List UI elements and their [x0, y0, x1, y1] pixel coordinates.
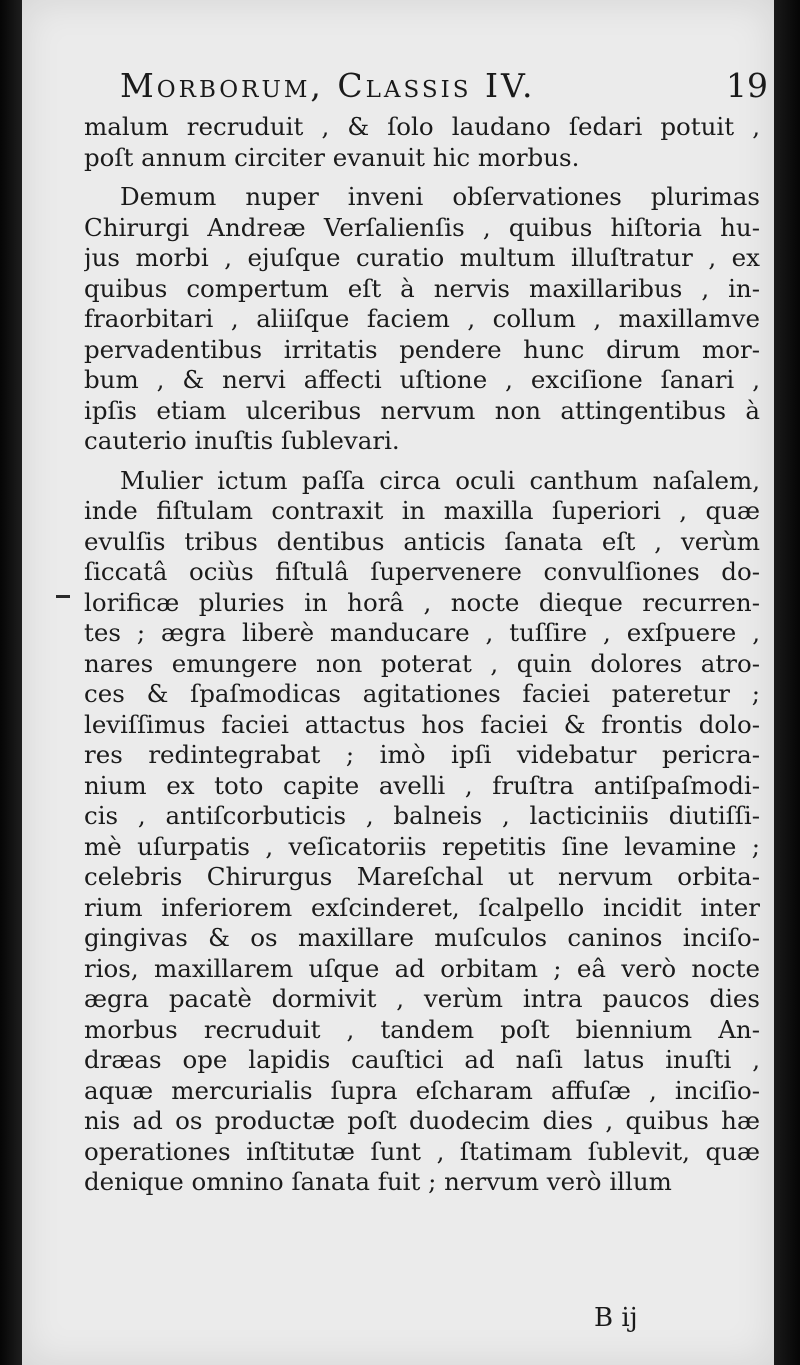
text-line: morbus recruduit , tandem poſt biennium An-: [84, 1014, 760, 1044]
page-number: 19: [726, 66, 768, 105]
text-line: jus morbi , ejuſque curatio multum illuſtratur , ex: [84, 243, 760, 272]
text-line: ægra pacatè dormivit , verùm intra paucos dies: [84, 984, 760, 1013]
text-line: aquæ mercurialis ſupra eſcharam affuſæ , inciſio-: [84, 1075, 760, 1105]
book-page: [22, 0, 774, 1365]
text-line: cauterio inuſtis ſublevari.: [84, 426, 400, 455]
paragraph: [84, 466, 760, 1198]
text-line: evulſis tribus dentibus anticis ſanata eſt , verùm: [84, 526, 760, 556]
text-line: ipſis etiam ulceribus nervum non attingentibus à: [84, 395, 760, 425]
text-line: ces & ſpaſmodicas agitationes faciei pateretur ;: [84, 679, 760, 708]
text-line: Mulier ictum paſſa circa oculi canthum naſalem,: [120, 465, 760, 495]
text-line: rios, maxillarem uſque ad orbitam ; eâ verò nocte: [84, 953, 760, 983]
text-line: cis , antiſcorbuticis , balneis , lacticiniis diutiſſi-: [84, 801, 760, 830]
text-line: nis ad os productæ poſt duodecim dies , quibus hæ: [84, 1106, 760, 1135]
running-title: Morborum, Classis IV.: [120, 66, 536, 105]
text-line: poſt annum circiter evanuit hic morbus.: [84, 142, 580, 172]
scan-left-edge: [0, 0, 22, 1365]
text-line: celebris Chirurgus Mareſchal ut nervum orbita-: [84, 862, 760, 891]
text-line: nium ex toto capite avelli , fruſtra antiſpaſmodi-: [84, 770, 760, 800]
text-line: dræas ope lapidis cauſtici ad naſi latus inuſti ,: [84, 1045, 760, 1074]
text-line: fraorbitari , aliiſque faciem , collum , maxillamve: [84, 304, 760, 333]
text-line: bum , & nervi affecti uſtione , exciſione ſanari ,: [84, 365, 760, 394]
text-line: denique omnino ſanata fuit ; nervum verò illum: [84, 1167, 672, 1196]
text-line: mè uſurpatis , veſicatoriis repetitis ſine levamine ;: [84, 831, 760, 861]
text-line: pervadentibus irritatis pendere hunc dirum mor-: [84, 334, 760, 364]
text-line: Demum nuper inveni obſervationes plurimas: [120, 182, 760, 211]
text-line: nares emungere non poterat , quin dolores atro-: [84, 648, 760, 678]
text-line: inde fiſtulam contraxit in maxilla ſuperiori , quæ: [84, 496, 760, 525]
text-line: ſiccatâ ociùs fiſtulâ ſupervenere convulſiones do-: [84, 557, 760, 586]
text-line: leviſſimus faciei attactus hos faciei & frontis dolo-: [84, 709, 760, 739]
paragraph: [84, 182, 760, 457]
paragraph: [84, 112, 760, 173]
text-line: quibus compertum eſt à nervis maxillaribus , in-: [84, 273, 760, 303]
scan-right-edge: [774, 0, 800, 1365]
signature-mark: B ij: [594, 1303, 638, 1333]
text-line: tes ; ægra liberè manducare , tuſſire , exſpuere ,: [84, 618, 760, 647]
text-line: lorificæ pluries in horâ , nocte dieque recurren-: [84, 587, 760, 617]
text-line: gingivas & os maxillare muſculos caninos inciſo-: [84, 923, 760, 952]
text-line: res redintegrabat ; imò ipſi videbatur pericra-: [84, 740, 760, 769]
page-header: [120, 66, 768, 112]
body-text: [84, 112, 760, 1207]
text-line: Chirurgi Andreæ Verſalienſis , quibus hiſtoria hu-: [84, 212, 760, 242]
margin-dash-mark: [56, 595, 70, 598]
text-line: operationes inſtitutæ ſunt , ſtatimam ſublevit, quæ: [84, 1136, 760, 1166]
text-line: malum recruduit , & ſolo laudano ſedari potuit ,: [84, 112, 760, 141]
text-line: rium inferiorem exſcinderet, ſcalpello incidit inter: [84, 892, 760, 922]
